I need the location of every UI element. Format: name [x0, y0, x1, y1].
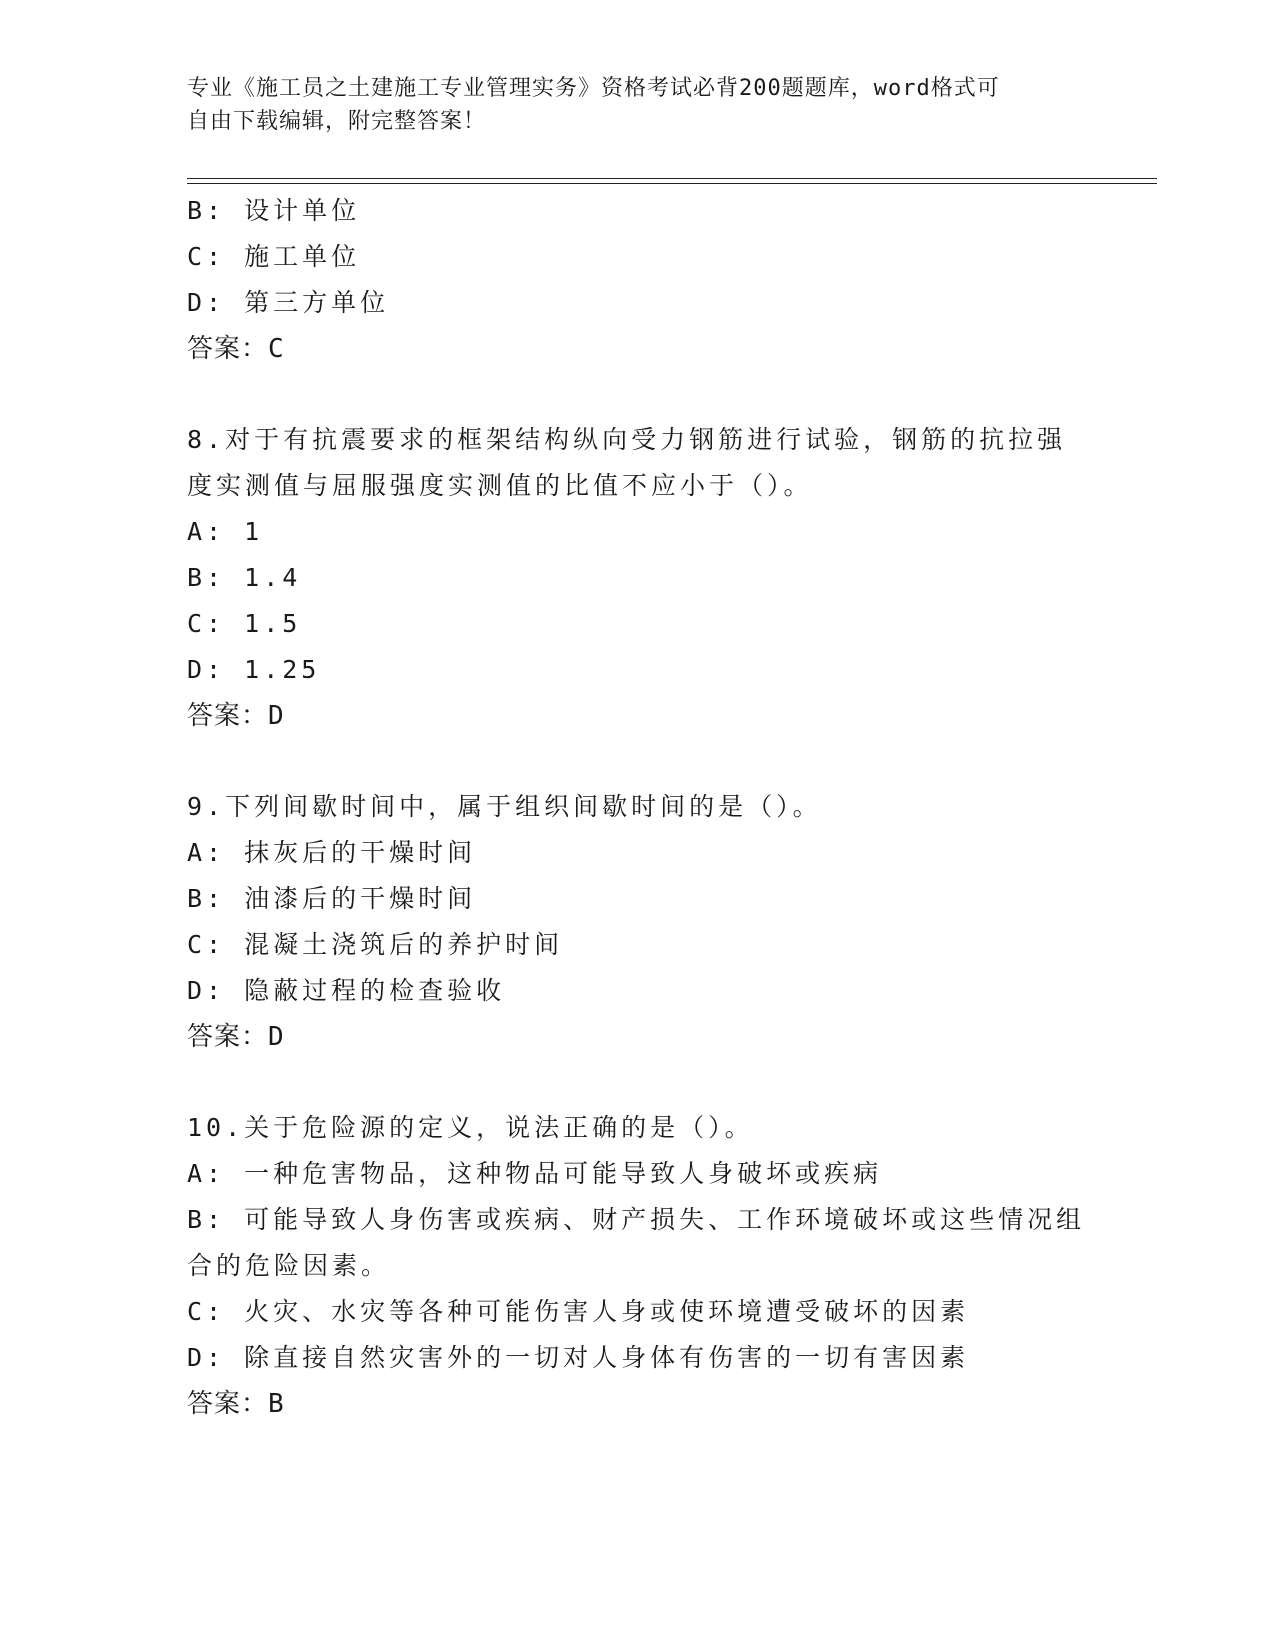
option-b: B: 设计单位 — [187, 196, 361, 225]
option-b: B: 1.4 — [187, 563, 302, 592]
option-b-continued: 合的危险因素。 — [187, 1251, 391, 1280]
question-stem-line: 10.关于危险源的定义，说法正确的是（）。 — [187, 1113, 754, 1142]
spacer — [187, 1060, 1087, 1105]
answer-line: 答案：B — [187, 1389, 285, 1419]
header-line-1: 专业《施工员之土建施工专业管理实务》资格考试必背200题题库，word格式可 — [187, 76, 1000, 101]
option-b: B: 可能导致人身伤害或疾病、财产损失、工作环境破坏或这些情况组 — [187, 1205, 1086, 1234]
option-d: D: 隐蔽过程的检查验收 — [187, 976, 506, 1005]
option-b: B: 油漆后的干燥时间 — [187, 884, 477, 913]
question-9 — [187, 784, 1087, 1060]
question-stem-line: 9.下列间歇时间中，属于组织间歇时间的是（）。 — [187, 792, 822, 821]
option-a: A: 抹灰后的干燥时间 — [187, 838, 477, 867]
question-stem-line: 度实测值与屈服强度实测值的比值不应小于（）。 — [187, 471, 813, 500]
spacer — [187, 372, 1087, 417]
answer-line: 答案：D — [187, 701, 285, 731]
header-divider-top — [187, 178, 1157, 179]
header-line-2: 自由下载编辑，附完整答案！ — [187, 109, 487, 134]
option-d: D: 1.25 — [187, 655, 321, 684]
answer-line: 答案：C — [187, 334, 285, 364]
option-c: C: 火灾、水灾等各种可能伤害人身或使环境遭受破坏的因素 — [187, 1297, 970, 1326]
header-divider-bottom — [187, 183, 1157, 184]
option-a: A: 一种危害物品，这种物品可能导致人身破坏或疾病 — [187, 1159, 883, 1188]
question-10 — [187, 1105, 1087, 1427]
question-7-continuation — [187, 188, 1087, 372]
document-header — [187, 72, 1087, 138]
option-c: C: 1.5 — [187, 609, 302, 638]
question-list — [187, 188, 1087, 1427]
option-a: A: 1 — [187, 517, 264, 546]
option-d: D: 第三方单位 — [187, 288, 390, 317]
option-c: C: 施工单位 — [187, 242, 361, 271]
answer-line: 答案：D — [187, 1022, 285, 1052]
question-8 — [187, 417, 1087, 739]
option-d: D: 除直接自然灾害外的一切对人身体有伤害的一切有害因素 — [187, 1343, 970, 1372]
spacer — [187, 739, 1087, 784]
option-c: C: 混凝土浇筑后的养护时间 — [187, 930, 564, 959]
question-stem-line: 8.对于有抗震要求的框架结构纵向受力钢筋进行试验，钢筋的抗拉强 — [187, 425, 1067, 454]
